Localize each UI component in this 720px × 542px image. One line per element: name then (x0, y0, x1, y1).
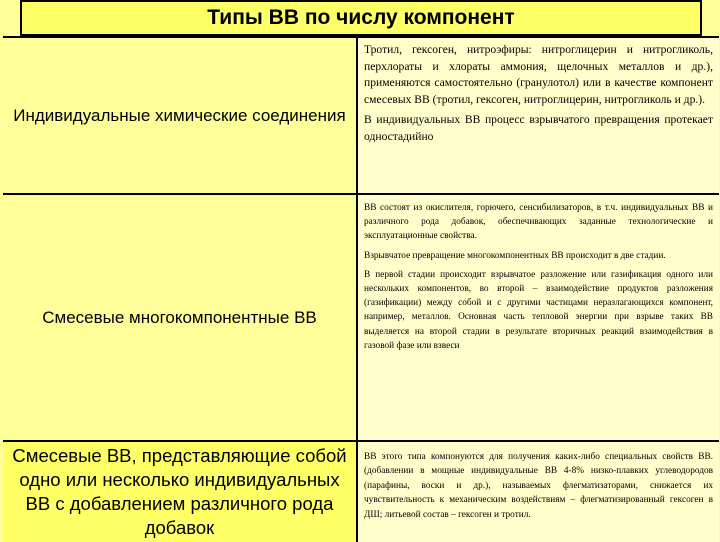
description-paragraph: Тротил, гексоген, нитроэфиры: нитроглицерин и нитрогликоль, перхлораты и хлораты аммония, щелочных металлов и др.), применяются самостоятельно (гранулотол) или в качестве компонент смесевых ВВ (тротил, гексоген, нитроглицерин, нитрогликоль и др.). (364, 43, 713, 106)
description-paragraph: В первой стадии происходит взрывчатое разложение или газификация одного или нескольких компонентов, во второй – взаимодействие продуктов разложения (газификации) между собой и с другими частицами неразлагающихся компонент, например, металлов. Основная часть тепловой энергии при взрыве таких ВВ выделяется на второй стадии в результате вторичных реакций взаимодействия в газовой фазе или взвеси (364, 269, 713, 351)
description-paragraph: Взрывчатое превращение многокомпонентных ВВ происходит в две стадии. (364, 250, 666, 261)
row-description (356, 38, 719, 193)
column-divider (356, 38, 358, 542)
row-heading: Индивидуальные химические соединения (13, 106, 346, 125)
description-paragraph: ВВ этого типа компонуются для получения каких-либо специальных свойств ВВ. (добавлении в мощные индивидуальные ВВ 4-8% низко-плавких углеводородов (парафины, воски и др.), называемых флегматизаторами, снижается их чувствительность к механическим воздействиям – флегматизированный гексоген в ДШ; литьевой состав – гексоген и тротил. (364, 452, 713, 520)
table-row (3, 442, 719, 542)
row-heading: Смесевые ВВ, представляющие собой одно или несколько индивидуальных ВВ с добавлением различного рода добавок (3, 442, 356, 542)
row-description (356, 442, 719, 542)
description-paragraph: ВВ состоят из окислителя, горючего, сенсибилизаторов, в т.ч. индивидуальных ВВ и различного рода добавок, обеспечивающих заданные технологические и эксплуатационные свойства. (364, 203, 713, 242)
page-title: Типы ВВ по числу компонент (207, 6, 515, 29)
title-bar (20, 0, 702, 36)
description-paragraph: В индивидуальных ВВ процесс взрывчатого превращения протекает одностадийно (364, 113, 713, 143)
table-row (3, 38, 719, 193)
comparison-table (3, 36, 719, 540)
row-heading: Смесевые многокомпонентные ВВ (42, 308, 317, 327)
table-row (3, 195, 719, 440)
row-description (356, 195, 719, 440)
